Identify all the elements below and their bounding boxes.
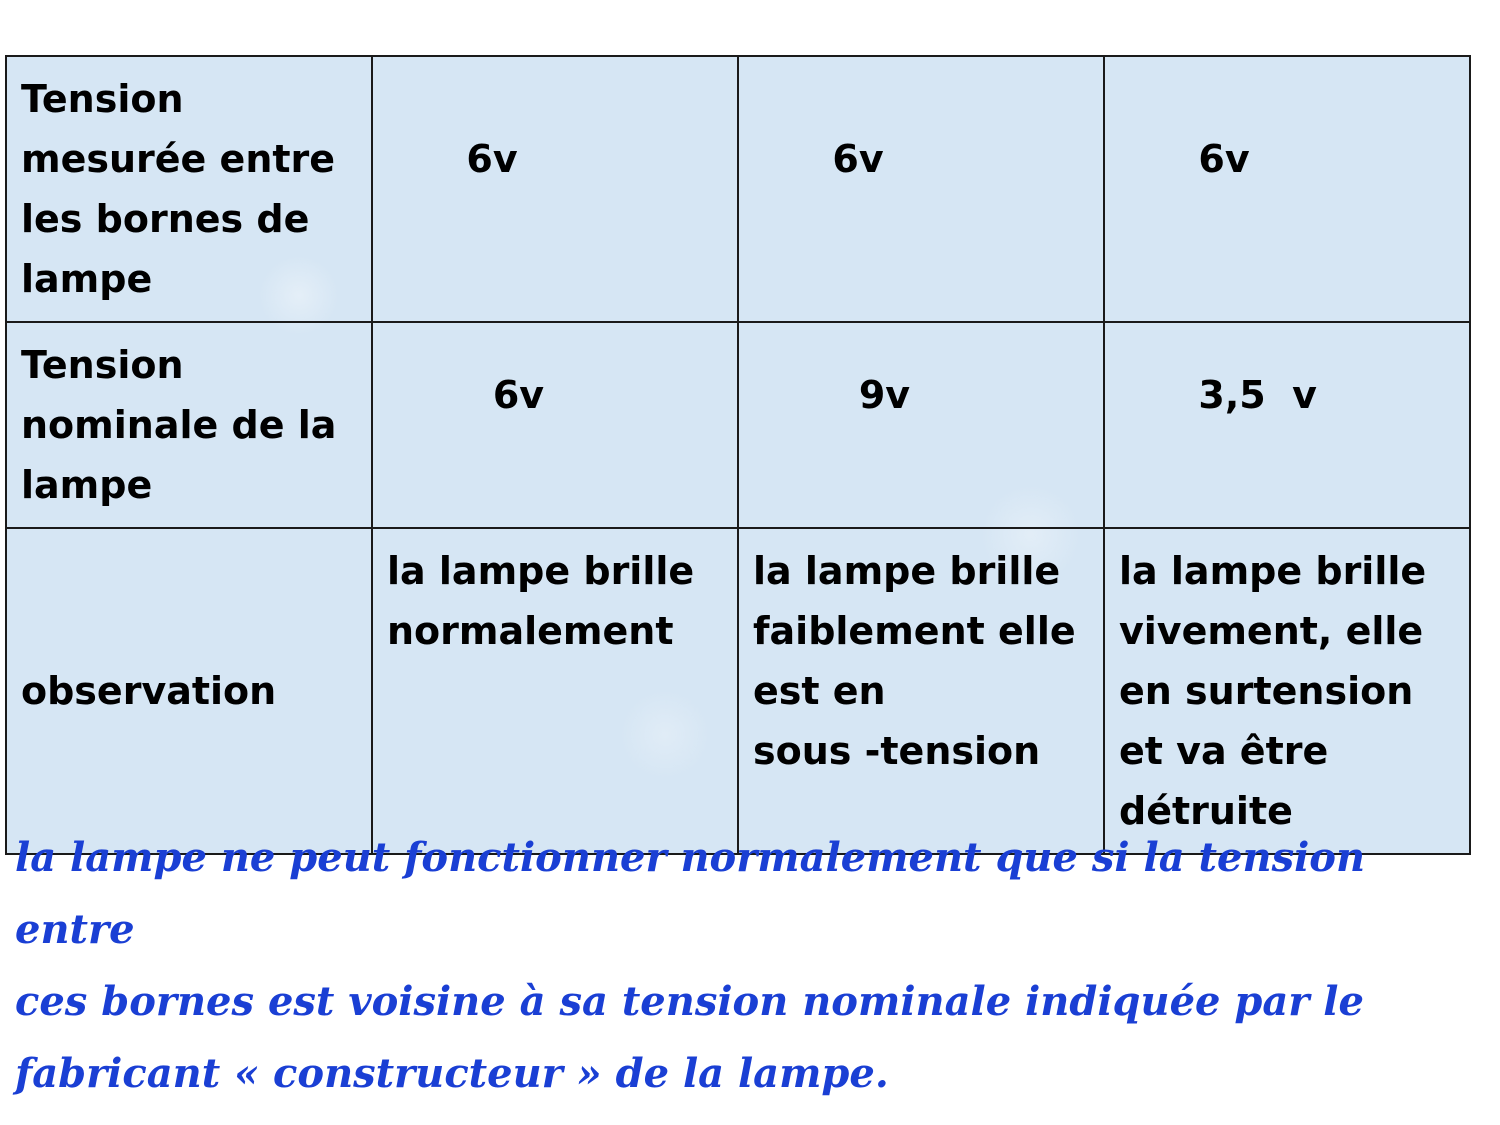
observation-cell: la lampe brille normalement — [372, 528, 738, 854]
table-cell — [1104, 322, 1470, 528]
row-label-observation: observation — [6, 528, 372, 854]
table-cell — [1104, 56, 1470, 322]
measured-voltage-value: 6v — [1119, 137, 1250, 181]
nominal-voltage-value: 9v — [753, 373, 911, 417]
observation-cell: la lampe brille faiblement elle est en sous -tension — [738, 528, 1104, 854]
nominal-voltage-value: 6v — [387, 373, 545, 417]
conclusion-text: la lampe ne peut fonctionner normalement que si la tension entre ces bornes est voisine à sa tension nominale indiquée par le fabricant « constructeur » de la lampe. — [15, 834, 1366, 1097]
table-row — [6, 322, 1470, 528]
table-row — [6, 528, 1470, 854]
measured-voltage-value: 6v — [387, 137, 518, 181]
table-cell — [738, 56, 1104, 322]
observation-cell: la lampe brille vivement, elle en surtension et va être détruite — [1104, 528, 1470, 854]
nominal-voltage-value: 3,5 v — [1119, 373, 1317, 417]
row-label-nominal-voltage: Tension nominale de la lampe — [6, 322, 372, 528]
table-cell — [372, 322, 738, 528]
table-cell — [372, 56, 738, 322]
row-label-measured-voltage: Tension mesurée entre les bornes de lampe — [6, 56, 372, 322]
measured-voltage-value: 6v — [753, 137, 884, 181]
comparison-table — [5, 55, 1471, 855]
table-row — [6, 56, 1470, 322]
table-cell — [738, 322, 1104, 528]
